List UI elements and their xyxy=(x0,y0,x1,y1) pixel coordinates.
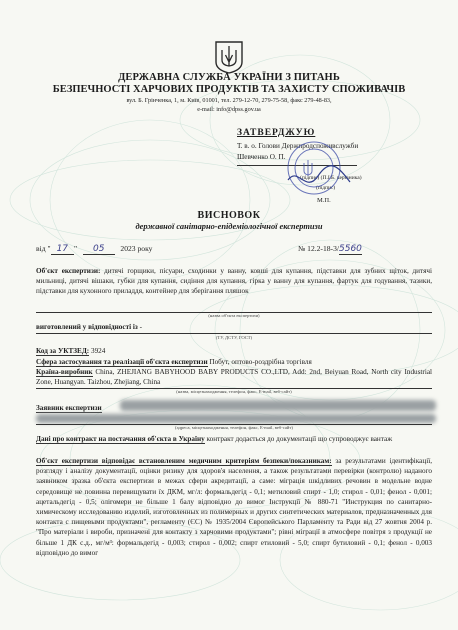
made-row xyxy=(36,322,432,332)
made-label: виготовлений у відповідності із xyxy=(36,323,138,331)
object-caption: (назва об'єкта експертизи) xyxy=(208,313,260,318)
sphere-value: Побут, оптово-роздрібна торгівля xyxy=(209,358,312,366)
uktzed-label: Код за УКТЗЕД: xyxy=(36,347,90,355)
object-label: Об'єкт експертизи: xyxy=(36,267,101,275)
approval-name: Шевченко О. П. xyxy=(237,153,286,161)
criteria-section xyxy=(36,456,432,558)
contract-label: Дані про контракт на постачання об'єкта в Україну xyxy=(36,435,205,443)
org-address: вул. Б. Грінченка, 1, м. Київ, 01001, тел. 279-12-70, 279-75-58, факс 279-48-83, xyxy=(126,97,332,104)
org-name-line-1: ДЕРЖАВНА СЛУЖБА УКРАЇНИ З ПИТАНЬ xyxy=(118,72,340,83)
document-title: ВИСНОВОК xyxy=(197,210,261,221)
date-number-row: від " 17 " 05 2023 року № 12.2-18-3/5560 xyxy=(36,244,362,254)
date-month: 05 xyxy=(83,244,114,255)
uktzed-value: 3924 xyxy=(90,347,106,355)
country-caption: (назва, місцезнаходження, телефон, факс, E-mail, веб-сайт) xyxy=(176,389,292,394)
sphere-label: Сфера застосування та реалізації об'єкта експертизи xyxy=(36,358,208,366)
made-value: - xyxy=(139,323,142,331)
country-label: Країна-виробник xyxy=(36,368,93,376)
date-year-suffix: року xyxy=(137,244,153,253)
official-seal xyxy=(278,136,358,206)
signature-stroke xyxy=(288,166,350,183)
criteria-label: Об'єкт експертизи відповідає встановленим медичним критеріям безпеки/показникам: xyxy=(36,457,332,465)
ukraine-trident-icon xyxy=(213,40,245,74)
approval-signature-caption: (підпис) (П.І.Б. керівника) xyxy=(300,175,362,181)
country-row xyxy=(36,367,432,387)
org-email: e-mail: info@dpss.gov.ua xyxy=(197,106,261,113)
contract-value: контракт додається до документації що супроводжує вантаж xyxy=(206,435,393,443)
applicant-redaction-2 xyxy=(36,414,436,423)
made-caption: (ТУ, ДСТУ, ГОСТ) xyxy=(215,335,253,340)
applicant-redaction xyxy=(120,400,436,411)
approval-position: Т. в. о. Голови Держпродспоживслужби xyxy=(237,142,359,150)
date-day: 17 xyxy=(51,244,74,255)
object-section xyxy=(36,266,432,297)
contract-row xyxy=(36,434,432,444)
document-subtitle: державної санітарно-епідеміологічної експертизи xyxy=(135,222,323,231)
sphere-row xyxy=(36,357,432,367)
date-year: 2023 xyxy=(120,244,136,253)
applicant-caption: (адреса, місцезнаходження, телефон, факс, E-mail, веб-сайт) xyxy=(175,425,293,430)
approval-date-caption: (підпис) xyxy=(316,185,336,191)
org-name-line-2: БЕЗПЕЧНОСТІ ХАРЧОВИХ ПРОДУКТІВ ТА ЗАХИСТУ СПОЖИВАЧІВ xyxy=(52,84,406,95)
criteria-text: за результатами ідентифікації, розгляду і аналізу документації, оцінки ризику для здоров'я населення, а також результатами перевірки (контролю) наданого заявником зразка об'єкта експертизи в межах сфери акредитації, а саме: міграція шкідливих речовин в модельне водне середовище не повинна перевищувати їх ДКМ, мг/л: формальдегід - 0,1; метиловий спирт - 1,0; стирол - 0,01; фенол - 0,001; ацетальдегід - 0,5; олігомери не більше 1 балу відповідно до вимог Інструкції № 880-71 "Инструкция по санитарно-химическому исследованию изделий, изготовленных из полимерных и других синтетических материалов, предназначенных для контакта с пищевыми продуктами", регламенту (ЄС) № 1935/2004 Європейського Парламенту та Ради від 27 жовтня 2004 р. "Про матеріали і вироби, призначені для контакту з харчовими продуктами"; рівні міграції в атмосфере повітря з продукції не більше 1 ДК с.д., мг/м³: формальдегід - 0,003; стирол - 0,002; спирт етиловий - 5,0; спирт бутиловий - 0,1; фенол - 0,003 відповідно до вимог xyxy=(36,457,432,557)
uktzed-row xyxy=(36,346,432,356)
number-handwritten: 5560 xyxy=(339,244,362,254)
country-value: China, ZHEJIANG BABYHOOD BABY PRODUCTS CO.,LTD, Add: 2nd, Beiyuan Road, North city Industrial Zone, Huangyan. Taizhou, Zhejiang, China xyxy=(36,368,432,387)
approval-stamp-place: М.П. xyxy=(317,197,331,204)
approval-title: ЗАТВЕРДЖУЮ xyxy=(237,128,316,138)
number-prefix: № 12.2-18-3/ xyxy=(298,244,339,253)
applicant-label: Заявник експертизи xyxy=(36,404,102,412)
object-text: дитячі горщики, пісуари, сходинки у ванну, ковші для купання, підставки для зубних щіток, дитячі мильниці, дитячі вішаки, губки для купання, сидіння для купання, гірка у ванну для купання, фартук для годування, тазики, підставки для кухонного приладдя, контейнер для зберігання пляшок xyxy=(36,267,432,296)
date-prefix: від xyxy=(36,244,46,253)
